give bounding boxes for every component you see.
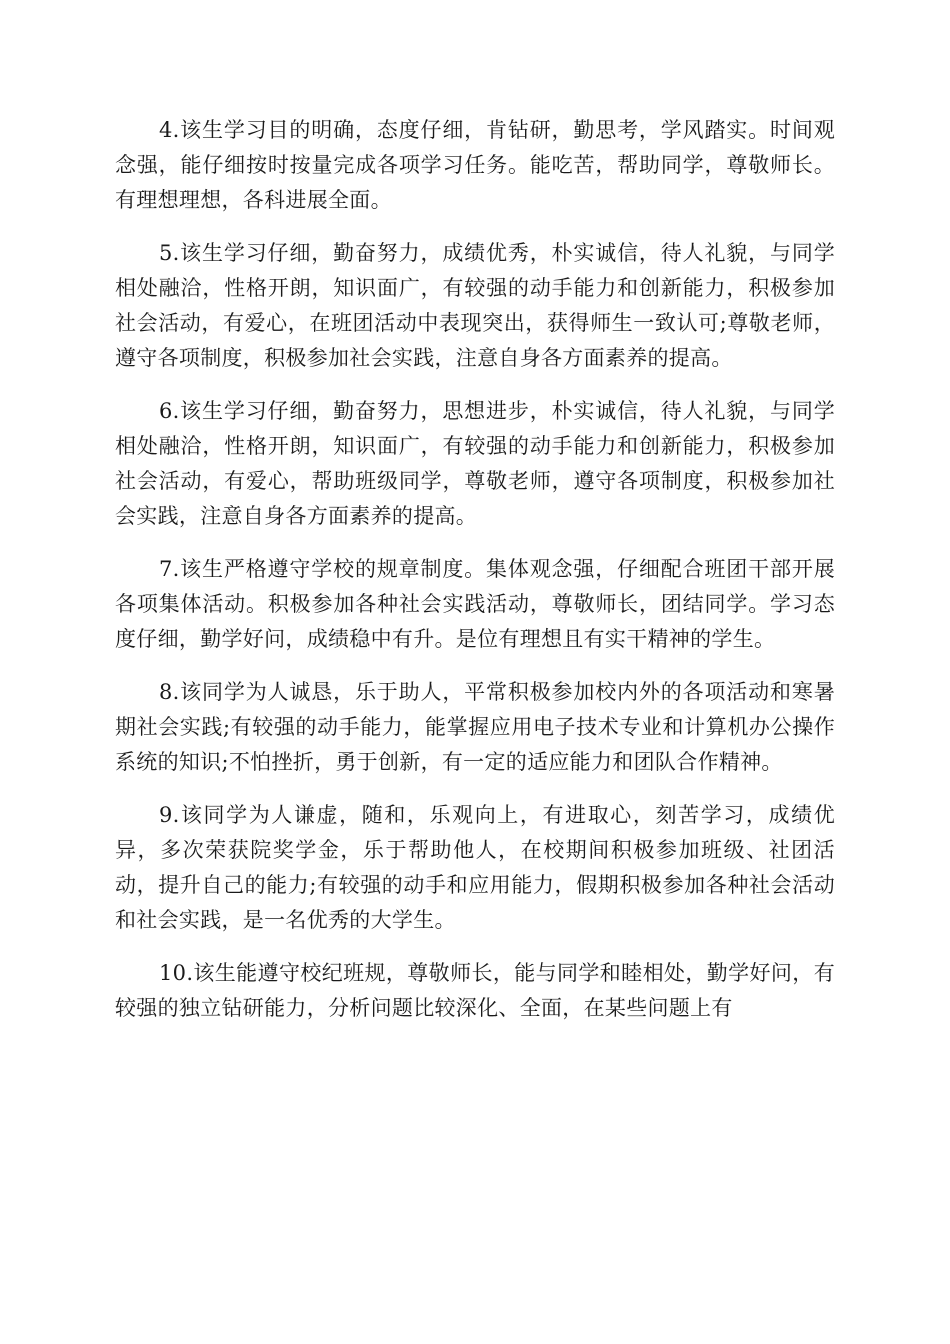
paragraph-10: 10.该生能遵守校纪班规，尊敬师长，能与同学和睦相处，勤学好问，有较强的独立钻研能力，分析问题比较深化、全面，在某些问题上有 (115, 961, 835, 1020)
document-body (115, 113, 835, 1044)
paragraph-4: 4.该生学习目的明确，态度仔细，肯钻研，勤思考，学风踏实。时间观念强，能仔细按时按量完成各项学习任务。能吃苦，帮助同学，尊敬师长。有理想理想，各科进展全面。 (115, 118, 835, 212)
paragraph-6: 6.该生学习仔细，勤奋努力，思想进步，朴实诚信，待人礼貌，与同学相处融洽，性格开朗，知识面广，有较强的动手能力和创新能力，积极参加社会活动，有爱心，帮助班级同学，尊敬老师，遵守各项制度，积极参加社会实践，注意自身各方面素养的提高。 (115, 399, 835, 528)
paragraph-7: 7.该生严格遵守学校的规章制度。集体观念强，仔细配合班团干部开展各项集体活动。积极参加各种社会实践活动，尊敬师长，团结同学。学习态度仔细，勤学好问，成绩稳中有升。是位有理想且有实干精神的学生。 (115, 557, 835, 651)
paragraph-5: 5.该生学习仔细，勤奋努力，成绩优秀，朴实诚信，待人礼貌，与同学相处融洽，性格开朗，知识面广，有较强的动手能力和创新能力，积极参加社会活动，有爱心，在班团活动中表现突出，获得师生一致认可;尊敬老师，遵守各项制度，积极参加社会实践，注意自身各方面素养的提高。 (115, 241, 835, 370)
paragraph-9: 9.该同学为人谦虚，随和，乐观向上，有进取心，刻苦学习，成绩优异，多次荣获院奖学金，乐于帮助他人，在校期间积极参加班级、社团活动，提升自己的能力;有较强的动手和应用能力，假期积极参加各种社会活动和社会实践，是一名优秀的大学生。 (115, 803, 835, 932)
paragraph-8: 8.该同学为人诚恳，乐于助人，平常积极参加校内外的各项活动和寒暑期社会实践;有较强的动手能力，能掌握应用电子技术专业和计算机办公操作系统的知识;不怕挫折，勇于创新，有一定的适应能力和团队合作精神。 (115, 680, 835, 774)
